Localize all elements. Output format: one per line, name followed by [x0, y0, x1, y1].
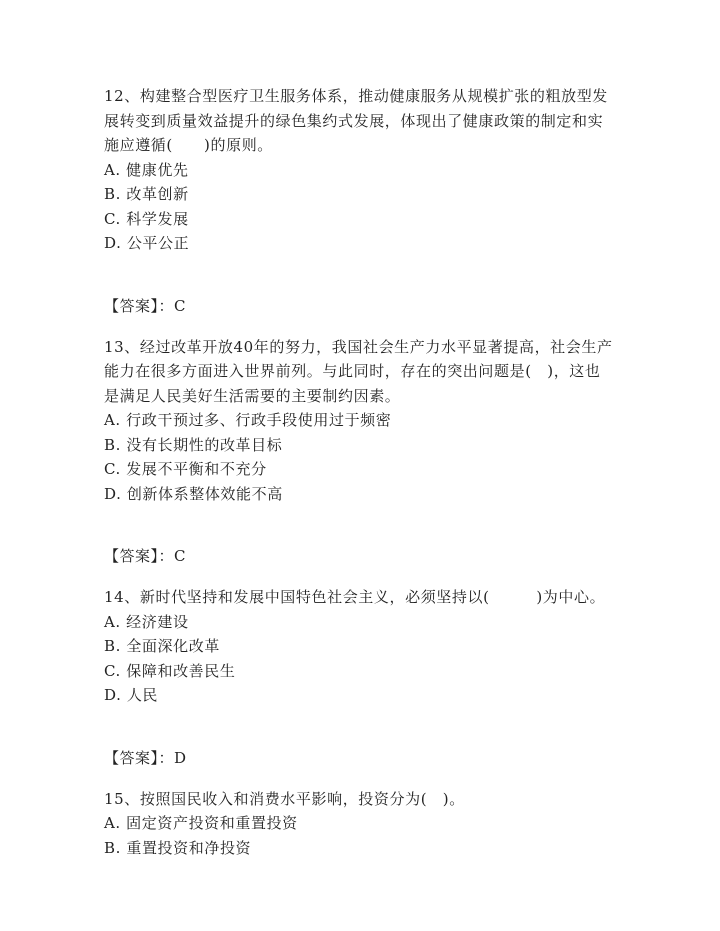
option-d: D. 创新体系整体效能不高: [104, 484, 283, 503]
question-stem: 14、新时代坚持和发展中国特色社会主义，必须坚持以( )为中心。: [104, 588, 606, 606]
answer-label: 【答案】：C: [104, 547, 186, 565]
option-b: B. 改革创新: [104, 185, 189, 203]
option-d: D. 人民: [104, 686, 159, 704]
option-a: A. 健康优先: [104, 160, 189, 179]
option-b: B. 全面深化改革: [104, 637, 220, 655]
option-d: D. 公平公正: [104, 234, 190, 252]
option-a: A. 固定资产投资和重置投资: [104, 814, 298, 832]
option-a: A. 经济建设: [104, 612, 189, 631]
question-14: [104, 585, 616, 770]
exam-page: [104, 84, 616, 860]
question-stem: 13、经过改革开放40年的努力，我国社会生产力水平显著提高，社会生产能力在很多方面进入世界前列。与此同时，存在的突出问题是( )，这也是满足人民美好生活需要的主要制约因素。: [104, 337, 613, 405]
option-b: B. 重置投资和净投资: [104, 838, 252, 857]
option-b: B. 没有长期性的改革目标: [104, 435, 283, 454]
question-stem: 12、构建整合型医疗卫生服务体系，推动健康服务从规模扩张的粗放型发展转变到质量效益提升的绿色集约式发展，体现出了健康政策的制定和实施应遵循( )的原则。: [104, 87, 608, 154]
question-12: [104, 84, 616, 318]
option-a: A. 行政干预过多、行政手段使用过于频密: [104, 411, 392, 429]
answer-label: 【答案】：C: [104, 296, 186, 315]
question-stem: 15、按照国民收入和消费水平影响，投资分为( )。: [104, 789, 465, 808]
answer-label: 【答案】：D: [104, 748, 187, 767]
option-c: C. 科学发展: [104, 209, 189, 228]
question-13: [104, 335, 616, 569]
option-c: C. 发展不平衡和不充分: [104, 460, 267, 478]
option-c: C. 保障和改善民生: [104, 661, 236, 680]
question-15: [104, 787, 616, 861]
